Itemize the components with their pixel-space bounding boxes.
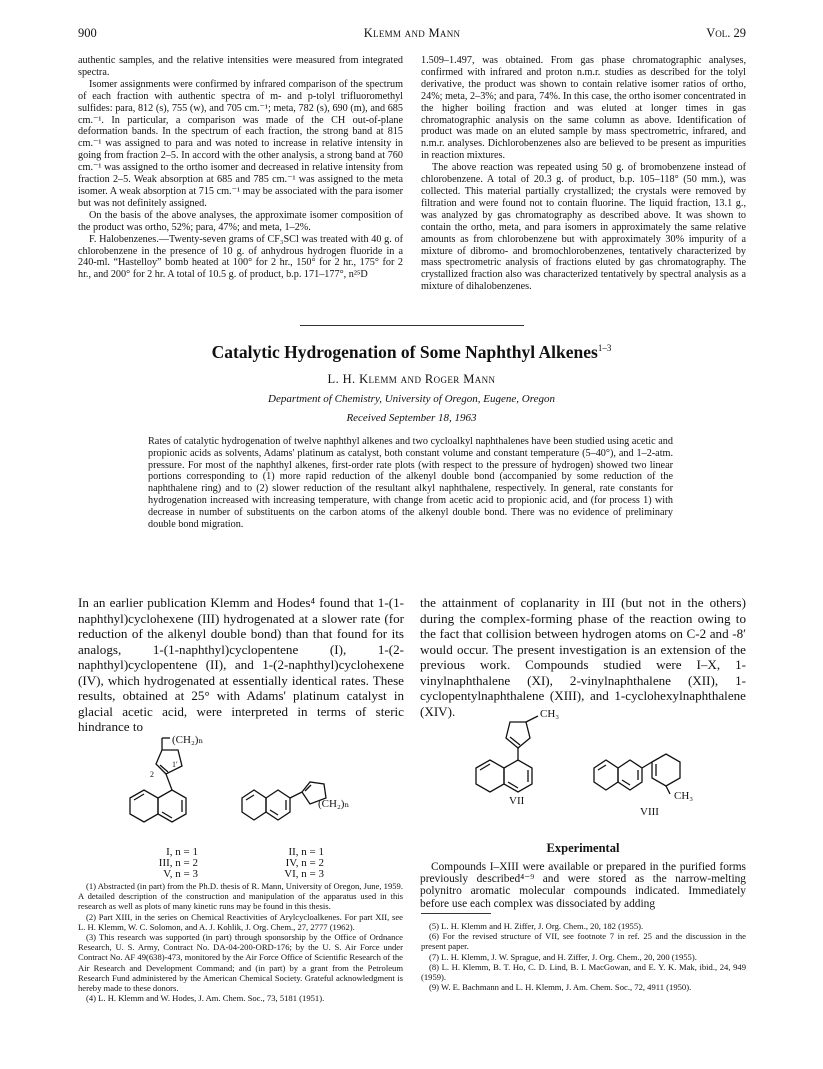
methyl-label: CH₃ (674, 790, 694, 802)
paragraph: F. Halobenzenes.—Twenty-seven grams of CF₃SCl was treated with 40 g. of chlorobenzene in the presence of 10 g. of anhydrous hydrogen fluoride in a 240-ml. “Hastelloy” bomb heated at 100° for 2 hr., 150° for 2 hr., 175° for 2 hr., and 200° for 2 hr. A total of 10.5 g. of product, b.p. 171–177°, n²⁵D (78, 233, 403, 281)
footnote: (1) Abstracted (in part) from the Ph.D. thesis of R. Mann, University of Oregon, June, 1959. A detailed description of the construction and manipulation of the apparatus used in this research as well as plots of many kinetic runs may be found in this thesis. (78, 881, 403, 912)
ring-mark: 1′ (172, 760, 178, 769)
footnote: (9) W. E. Bachmann and L. H. Klemm, J. Am. Chem. Soc., 72, 4911 (1950). (429, 982, 692, 993)
volume-label: Vol. 29 (706, 26, 746, 40)
running-head-authors: Klemm and Mann (363, 26, 461, 40)
ring-mark: 2 (150, 770, 154, 779)
compound-label: II, n = 1 (288, 846, 324, 858)
paragraph: The above reaction was repeated using 50 g. of bromobenzene instead of chlorobenzene. A total of 20.3 g. of product, b.p. 105–118° (50 mm.), was collected. This material partially crystallized; the crystals were removed by filtration and were found not to contain fluorine. The liquid fraction, 13.1 g., was analyzed by gas chromatography as described above. It was shown to contain the ortho, meta, and para isomers in approximately the same relative amounts as from chlorobenzene but with approximately 30% impurity of a mixture of dibromo- and bromochlorobenzenes, tentatively characterized by mass spectrometric analysis of fractions eluted by gas chromatography. The crystallized fraction also was characterized tentatively by spectral analysis as a mixture of dihalobenzenes. (421, 162, 746, 293)
affiliation: Department of Chemistry, University of Oregon, Eugene, Oregon (268, 393, 555, 405)
footnote-rule (421, 913, 491, 914)
footnotes-left (78, 881, 403, 1003)
article-authors: L. H. Klemm and Roger Mann (327, 372, 496, 386)
experimental-heading: Experimental (546, 841, 620, 855)
footnote: (5) L. H. Klemm and H. Ziffer, J. Org. Chem., 20, 182 (1955). (429, 921, 644, 931)
structure-naphthyl-cycloalkene-1 (110, 736, 230, 846)
intro-left: In an earlier publication Klemm and Hodes⁴ found that 1-(1-naphthyl)cyclohexene (III) hydrogenated at a slower rate (for reduction of the alkenyl double bond) than that found for its analogs, 1-(1-naphthyl)cyclopentene (I), 1-(2-naphthyl)cyclopentene (II), and 1-(2-naphthyl)cyclohexene (IV), which hydrogenated at essentially identical rates. These results, obtained at 25° with Adams' platinum catalyst in glacial acetic acid, were interpreted in terms of steric hindrance to (78, 595, 404, 734)
compound-label: I, n = 1 (166, 846, 198, 858)
compound-label: III, n = 2 (158, 856, 198, 869)
footnote: (3) This research was supported (in part) through sponsorship by the Office of Ordnance Research, U. S. Army, Contract No. DA-04-200-ORD-176; by the U. S. Air Force under Contract No. AF 49(638)-473, monitored by the Air Force Office of Scientific Research of the Air Research and Development Command; and (in part) by a grant from the Petroleum Research Fund administered by the American Chemical Society. Grateful acknowledgment is hereby made to these donors. (78, 932, 403, 994)
paragraph: On the basis of the above analyses, the approximate isomer composition of the product was ortho, 52%; para, 47%; and meta, 1–2%. (78, 209, 403, 233)
group-label: (CH₂)ₙ (318, 798, 350, 810)
group-label: (CH₂)ₙ (172, 734, 204, 746)
compound-label: V, n = 3 (163, 867, 198, 880)
footnote: (8) L. H. Klemm, B. T. Ho, C. D. Lind, B. I. MacGowan, and E. Y. K. Mak, ibid., 24, 949 (1959). (421, 961, 746, 983)
footnote: (2) Part XIII, in the series on Chemical Reactivities of Arylcycloalkenes. For part XII, see L. H. Klemm, W. C. Solomon, and A. J. Kohlik, J. Org. Chem., 27, 2777 (1962). (78, 911, 403, 932)
structure-labels-mid (254, 847, 324, 879)
footnotes-right (421, 921, 746, 992)
article-title-text: Catalytic Hydrogenation of Some Naphthyl Alkenes (211, 342, 598, 362)
intro-right: the attainment of coplanarity in III (but not in the others) during the complex-forming phase of the reaction owing to the fact that collision between hydrogen atoms on C-2 and -8′ would occur. The present investigation is an extension of the previous work. Compounds studied were I–X, 1-vinylnaphthalene (XI), 2-vinylnaphthalene (XII), 1-cyclopentylnaphthalene (XIII), and 1-cyclohexylnaphthalene (XIV). (420, 595, 746, 719)
compound-label: VI, n = 3 (284, 867, 324, 880)
abstract: Rates of catalytic hydrogenation of twelve naphthyl alkenes and two cycloalkyl naphthalenes have been studied using acetic and propionic acids as solvents, Adams' platinum as catalyst, both constant volume and constant temperature (5–40°), and 1–2-atm. pressure. For most of the naphthyl alkenes, first-order rate plots (with respect to the pressure of hydrogen) showed two linear portions corresponding to (1) more rapid reduction of the alkenyl double bond (accompanied by some reduction of the naphthalene ring) and to (2) slower reduction of the resultant alkyl naphthalene, respectively. In general, rate constants for hydrogenation increased with increasing temperature, with change from acetic acid to propionic acid, and (for process 1) with decrease in number of substituents on the carbon atoms of the alkenyl double bond. There was no evidence of preliminary double bond migration. (148, 436, 673, 530)
top-right-column (421, 55, 746, 293)
compound-label: IV, n = 2 (285, 856, 324, 869)
paragraph: 1.509–1.497, was obtained. From gas phase chromatographic analyses, confirmed with infrared and proton n.m.r. studies as described for the tolyl derivative, the product was shown to contain relative isomer ratios of ortho, 24%; meta, 2–3%; and para, 74%. In this case, the ortho isomer concentrated in the higher boiling fraction and was eluted at longer times in gas chromatographic analysis on the same column as above. Identification of product was made on an eluted sample by mass spectrometric, infrared, and n.m.r. analyses. Dichlorobenzenes also are believed to be present as impurities in reaction mixtures. (421, 55, 746, 162)
page-number: 900 (78, 26, 97, 40)
compound-label: VII (509, 795, 525, 807)
running-head (78, 26, 746, 42)
section-divider (300, 325, 524, 326)
title-reference-marks: 1–3 (597, 343, 612, 354)
methyl-label: CH₃ (540, 708, 560, 720)
footnote: (6) For the revised structure of VII, see footnote 7 in ref. 25 and the discussion in the present paper. (421, 931, 746, 952)
received-date: Received September 18, 1963 (346, 412, 477, 424)
compound-label: VIII (640, 806, 659, 818)
paragraph: Compounds I–XIII were available or prepared in the purified forms previously described⁴⁻⁹ and were stored as the narrow-melting polynitro aromatic molecular compounds indicated. Immediately before use each complex was dissociated by adding (420, 861, 746, 910)
paragraph: authentic samples, and the relative intensities were measured from integrated spectra. (78, 55, 403, 78)
structure-labels-left (128, 847, 198, 879)
experimental-text (420, 861, 746, 910)
paragraph: Isomer assignments were confirmed by infrared comparison of the spectrum of each fraction with authentic spectra of m- and p-tolyl trifluoromethyl sulfides: para, 812 (s), 755 (w), and 705 cm.⁻¹; meta, 782 (s), 690 (m), and 685 cm.⁻¹. In particular, a comparison was made of the CH out-of-plane deformation bands. In the spectrum of each fraction, the strong band at 815 cm.⁻¹ was assigned to para and was noted to increase in relative intensity in going from fraction 2–5. In accord with the other analysis, a strong band at 760 cm.⁻¹ was assigned to the ortho isomer and decreased in relative intensity from fraction 2–5. Weak absorption at 685 and 785 cm.⁻¹ was assigned to the meta isomer. A weak absorption at 715 cm.⁻¹ may be associated with the para isomer but was not definitely assigned. (78, 78, 403, 209)
article-title (0, 342, 823, 363)
top-left-column (78, 55, 403, 281)
footnote: (7) L. H. Klemm, J. W. Sprague, and H. Ziffer, J. Org. Chem., 20, 200 (1955). (429, 951, 697, 962)
footnote: (4) L. H. Klemm and W. Hodes, J. Am. Chem. Soc., 73, 5181 (1951). (86, 993, 325, 1004)
